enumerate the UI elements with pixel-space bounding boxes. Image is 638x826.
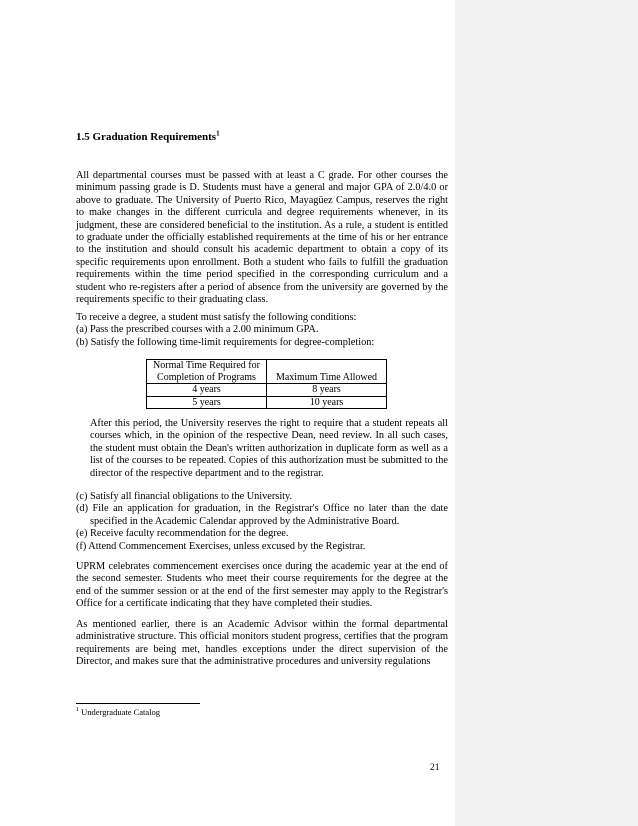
conditions-intro: To receive a degree, a student must satisfy the following conditions: — [76, 312, 357, 323]
more-conditions — [76, 491, 448, 553]
footnote — [76, 707, 160, 717]
footnote-ref: 1 — [216, 129, 220, 138]
footnote-separator — [76, 703, 200, 704]
section-heading — [76, 131, 220, 143]
condition-b: (b) Satisfy the following time-limit requirements for degree-completion: — [76, 336, 375, 348]
table-header-row — [147, 360, 387, 384]
condition-d: (d) File an application for graduation, in the Registrar's Office no later than the date specified in the Academic Calendar approved by the Administrative Board. — [76, 503, 448, 527]
footnote-text: Undergraduate Catalog — [81, 707, 161, 717]
paragraph-gpa-rules: All departmental courses must be passed with at least a C grade. For other courses the minimum passing grade is D. Students must have a general and major GPA of 2.0/4.0 or above to graduate. The University of Puerto Rico, Mayagüez Campus, reserves the right to make changes in the different curricula and degree requirements whenever, in its judgment, these are considered beneficial to the institution. As a rule, a student is entitled to graduate under the officially established requirements at the time of his or her entrance to the institution and should consult his academic department to obtain a copy of its specific requirements upon enrollment. Both a student who fails to fulfill the graduation requirements within the time period specified in the corresponding curriculum and a student who re-registers after a period of absence from the university are governed by the requirements specific to their graduating class. — [76, 170, 448, 306]
comments-pane — [455, 0, 638, 826]
table-cell: 4 years — [147, 384, 267, 397]
paragraph-after-period: After this period, the University reserves the right to require that a student repeats all courses which, in the opinion of the respective Dean, need review. In all such cases, the student must obtain the Dean's written authorization in duplicate form as well as a list of the courses to be repeated. Copies of this authorization must be submitted to the director of the respective department and to the registrar. — [90, 418, 448, 479]
condition-e: (e) Receive faculty recommendation for the degree. — [76, 528, 289, 540]
section-title: 1.5 Graduation Requirements — [76, 131, 217, 143]
table-row — [147, 396, 387, 409]
condition-c: (c) Satisfy all financial obligations to the University. — [76, 491, 293, 502]
condition-f: (f) Attend Commencement Exercises, unless excused by the Registrar. — [76, 540, 366, 552]
condition-a: (a) Pass the prescribed courses with a 2.00 minimum GPA. — [76, 324, 319, 336]
paragraph-commencement: UPRM celebrates commencement exercises once during the academic year at the end of the second semester. Students who meet their course requirements for the degree at the end of the summer session or at the end of the first semester may apply to the Registrar's Office for a certificate indicating that they have completed their studies. — [76, 561, 448, 610]
table-cell: 5 years — [147, 396, 267, 409]
footnote-number: 1 — [76, 707, 79, 714]
table-cell: 10 years — [267, 396, 387, 409]
table-cell: 8 years — [267, 384, 387, 397]
page-number: 21 — [430, 763, 440, 773]
table-row — [147, 384, 387, 397]
table-header: Normal Time Required for Completion of Programs — [147, 360, 267, 384]
paragraph-advisor: As mentioned earlier, there is an Academic Advisor within the formal departmental administrative structure. This official monitors student progress, certifies that the program requirements are being met, handles exceptions under the direct supervision of the Director, and makes sure that the administrative procedures and university regulations — [76, 619, 448, 668]
time-limit-table — [146, 359, 387, 409]
table-header: Maximum Time Allowed — [267, 360, 387, 384]
degree-conditions — [76, 312, 448, 349]
